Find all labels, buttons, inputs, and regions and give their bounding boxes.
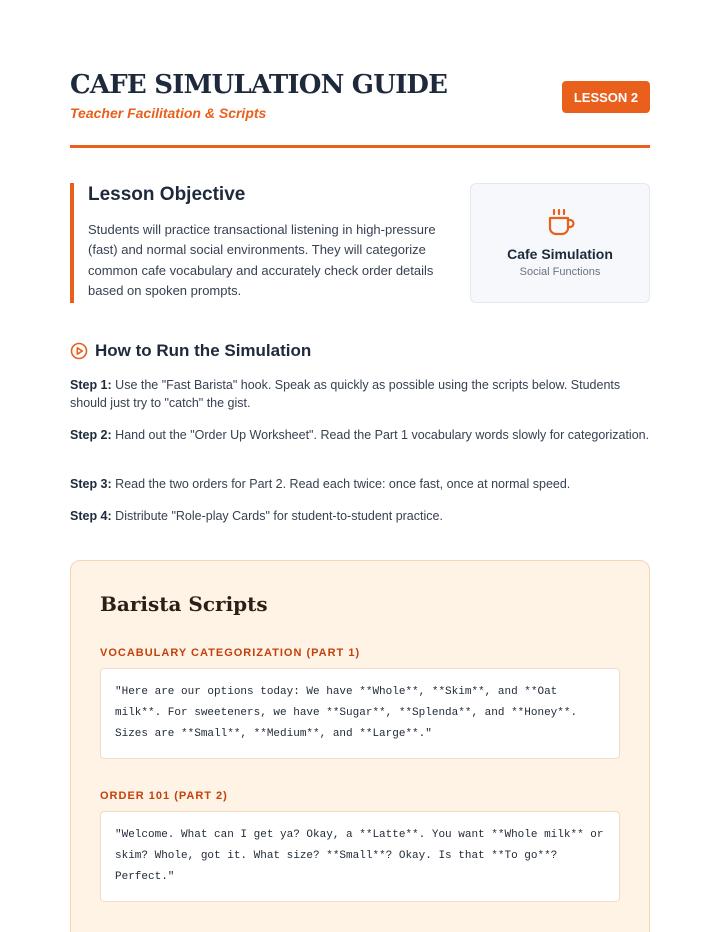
script-part-1: "Here are our options today: We have **Whole**, **Skim**, and **Oat milk**. For sweeteners, we have **Sugar**, **Splenda**, and **Honey**. Sizes are **Small**, **Medium**, and **Large**." (100, 668, 620, 759)
step-label: Step 1: (70, 378, 112, 392)
section-label-part-1: VOCABULARY CATEGORIZATION (PART 1) (100, 647, 361, 659)
howto-heading-row (70, 340, 311, 362)
lesson-objective (70, 183, 448, 303)
step-label: Step 4: (70, 509, 112, 523)
howto-title: How to Run the Simulation (95, 341, 312, 360)
step-text: Hand out the "Order Up Worksheet". Read the Part 1 vocabulary words slowly for categorization. (115, 428, 650, 442)
step-label: Step 2: (70, 428, 112, 442)
simulation-card (470, 183, 650, 303)
card-subtitle: Social Functions (519, 266, 601, 278)
scripts-title: Barista Scripts (100, 592, 268, 616)
coffee-cup-icon (547, 208, 575, 238)
step-3 (70, 475, 650, 493)
card-title: Cafe Simulation (507, 246, 613, 262)
header (70, 70, 650, 148)
play-circle-icon (70, 342, 88, 360)
page (70, 0, 650, 932)
page-title: CAFE SIMULATION GUIDE (70, 70, 448, 100)
objective-heading: Lesson Objective (88, 184, 246, 205)
lesson-badge: LESSON 2 (562, 81, 650, 113)
step-2 (70, 426, 650, 444)
step-1 (70, 376, 650, 412)
barista-scripts-panel (70, 560, 650, 932)
step-4 (70, 507, 650, 525)
step-text: Use the "Fast Barista" hook. Speak as quickly as possible using the scripts below. Students should just try to "catch" the gist. (70, 378, 621, 410)
step-text: Distribute "Role-play Cards" for student-to-student practice. (115, 509, 443, 523)
step-label: Step 3: (70, 477, 112, 491)
step-text: Read the two orders for Part 2. Read each twice: once fast, once at normal speed. (115, 477, 571, 491)
page-subtitle: Teacher Facilitation & Scripts (70, 105, 267, 121)
section-label-part-2: ORDER 101 (PART 2) (100, 790, 228, 802)
script-part-2: "Welcome. What can I get ya? Okay, a **Latte**. You want **Whole milk** or skim? Whole, got it. What size? **Small**? Okay. Is that **To go**? Perfect." (100, 811, 620, 902)
objective-text: Students will practice transactional listening in high-pressure (fast) and normal social environments. They will categorize common cafe vocabulary and accurately check order details based on spoken prompts. (88, 222, 436, 299)
